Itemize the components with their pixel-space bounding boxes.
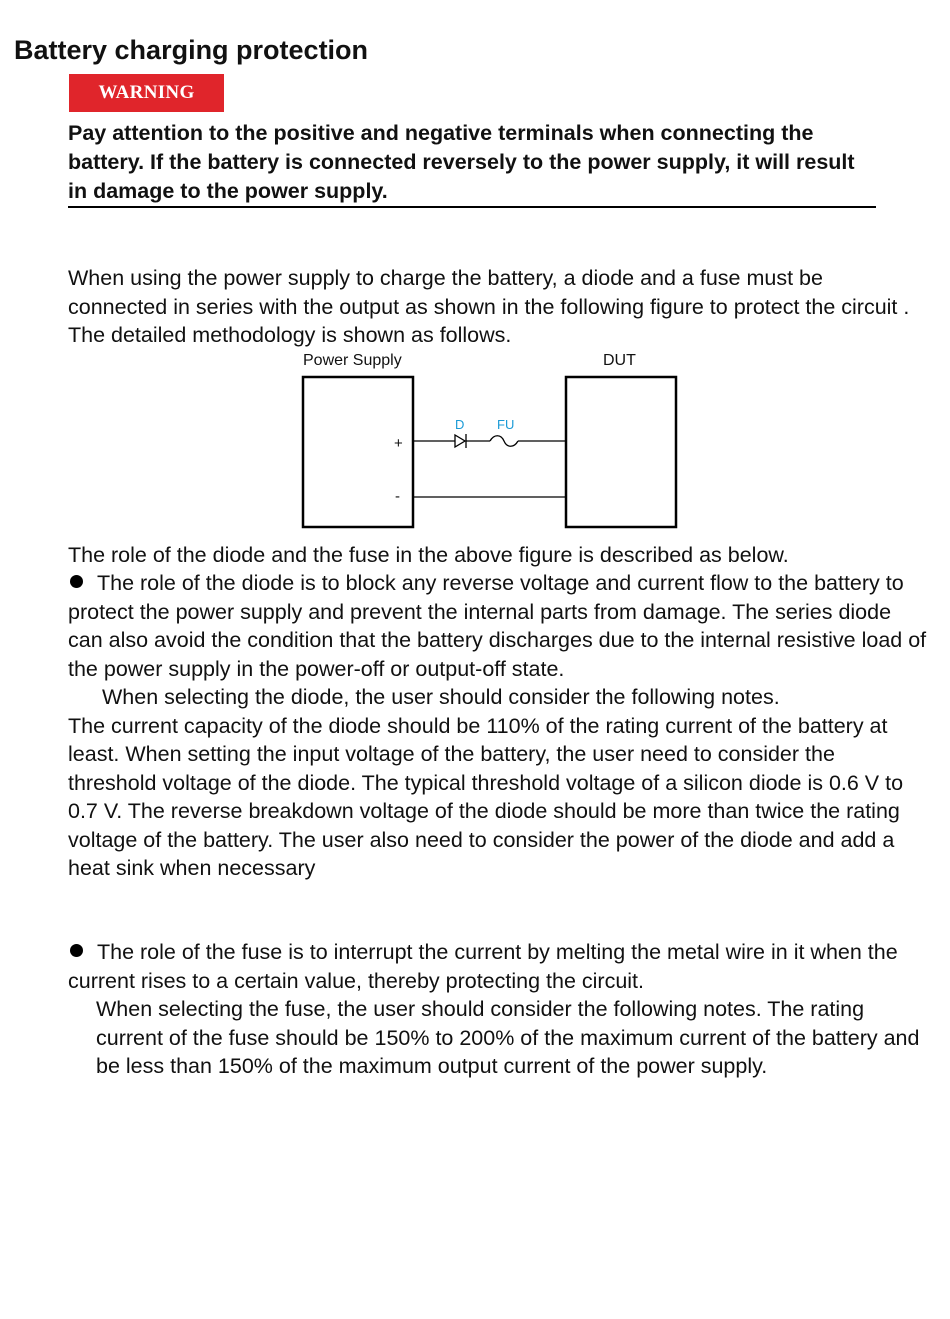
- fuse-label: FU: [497, 417, 515, 432]
- fuse-bullet-text: The role of the fuse is to interrupt the current by melting the metal wire in it when the current rises to a certain value, thereby protecting the circuit.: [68, 940, 898, 993]
- page-title: Battery charging protection: [14, 35, 369, 65]
- diode-label: D: [455, 417, 465, 432]
- warning-badge: WARNING: [69, 74, 224, 112]
- intro-paragraph: When using the power supply to charge the battery, a diode and a fuse must be connected in series with the output as shown in the following figure to protect the circuit . The detailed methodology is shown as follows.: [68, 266, 910, 347]
- fuse-symbol: [490, 436, 518, 447]
- dut-label: DUT: [603, 352, 636, 369]
- role-intro-paragraph: The role of the diode and the fuse in the above figure is described as below.: [68, 543, 789, 567]
- bullet-icon: [70, 944, 83, 957]
- diode-bullet-text: The role of the diode is to block any reverse voltage and current flow to the battery to protect the power supply and prevent the internal parts from damage. The series diode can also avoid the condition that the battery discharges due to the internal resistive load of the power supply in the power-off or output-off state.: [68, 571, 927, 681]
- dut-box: [566, 377, 676, 527]
- diode-section: [68, 569, 928, 883]
- power-supply-label: Power Supply: [303, 352, 402, 369]
- fuse-notes: When selecting the fuse, the user should consider the following notes. The rating current of the fuse should be 150% to 200% of the maximum current of the battery and be less than 150% of the maximum output current of the power supply.: [96, 997, 920, 1078]
- diode-notes-body: The current capacity of the diode should be 110% of the rating current of the battery at least. When setting the input voltage of the battery, the user need to consider the threshold voltage of the diode. The typical threshold voltage of a silicon diode is 0.6 V to 0.7 V. The reverse breakdown voltage of the diode should be more than twice the rating voltage of the battery. The user also need to consider the power of the diode and add a heat sink when necessary: [68, 713, 904, 880]
- plus-terminal-label: +: [394, 435, 403, 452]
- bullet-icon: [70, 575, 83, 588]
- diode-bullet-item: [68, 569, 928, 683]
- fuse-section: [68, 938, 928, 1081]
- minus-terminal-label: -: [395, 488, 400, 505]
- diode-symbol: [455, 434, 466, 448]
- fuse-bullet-item: [68, 938, 928, 995]
- warning-text: Pay attention to the positive and negative terminals when connecting the battery. If the battery is connected reversely to the power supply, it will result in damage to the power supply.: [68, 121, 855, 203]
- diode-notes-lead: When selecting the diode, the user should consider the following notes.: [102, 685, 780, 709]
- circuit-diagram: [290, 346, 690, 536]
- warning-divider: [68, 206, 876, 208]
